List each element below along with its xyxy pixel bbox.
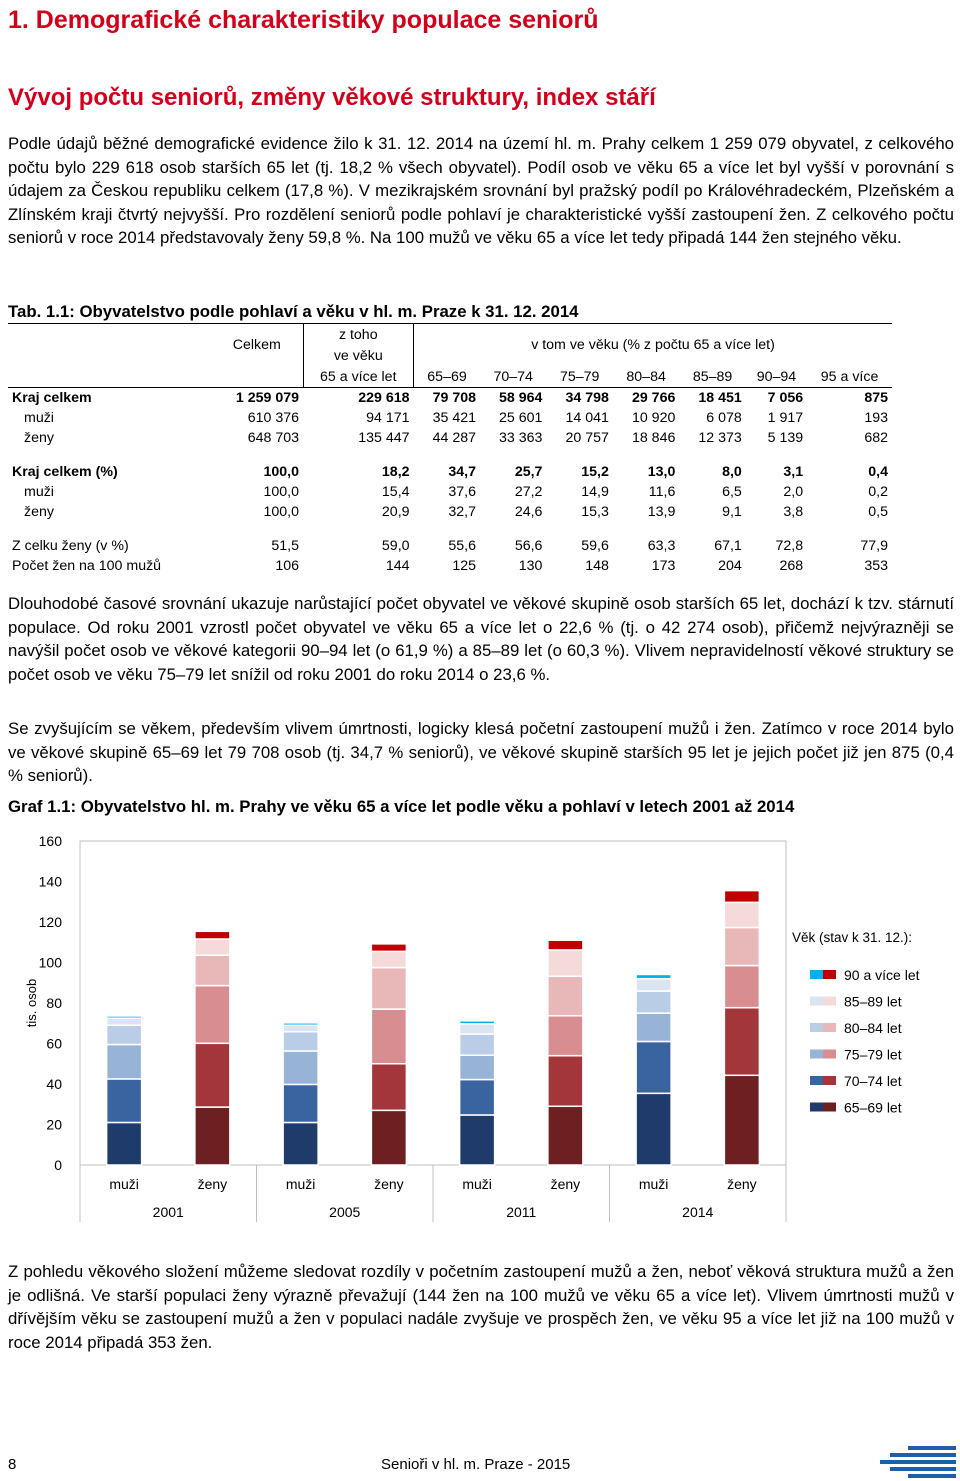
table-cell: 32,7	[448, 504, 476, 520]
y-tick-label: 80	[46, 995, 62, 1011]
bar-segment	[283, 1025, 318, 1031]
year-label: 2014	[682, 1204, 714, 1220]
bar-segment	[371, 944, 406, 951]
bar-segment	[195, 955, 230, 985]
bar-segment	[107, 1045, 142, 1079]
bar-segment	[548, 976, 583, 1015]
row-label: muži	[24, 410, 54, 426]
table-cell: 11,6	[648, 484, 676, 500]
bar-segment	[195, 939, 230, 955]
table-cell: 100,0	[263, 504, 299, 520]
bar-segment	[724, 927, 759, 965]
population-chart	[0, 820, 960, 1230]
table-cell: 204	[718, 558, 742, 574]
header-age-4: 85–89	[679, 366, 745, 388]
bar-segment	[636, 1013, 671, 1041]
table-row	[8, 408, 892, 428]
table-cell: 56,6	[514, 538, 543, 554]
table-cell: 1 917	[767, 410, 804, 426]
bar-segment	[283, 1051, 318, 1084]
table-caption: Tab. 1.1: Obyvatelstvo podle pohlaví a věku v hl. m. Praze k 31. 12. 2014	[8, 302, 579, 321]
table-cell: 229 618	[358, 390, 410, 406]
legend-entry: 75–79 let	[844, 1046, 902, 1063]
x-tick-label: ženy	[197, 1176, 228, 1192]
year-label: 2001	[152, 1204, 184, 1220]
table-cell: 0,2	[868, 484, 888, 500]
x-tick-label: ženy	[550, 1176, 581, 1192]
page-number: 8	[8, 1456, 17, 1473]
bar-segment	[636, 1041, 671, 1093]
legend-swatch	[810, 997, 823, 1006]
table-cell: 33 363	[499, 430, 543, 446]
header-ztoho-1: z toho	[303, 324, 414, 346]
bar-segment	[371, 951, 406, 967]
table-row	[8, 502, 892, 522]
y-tick-label: 140	[38, 873, 62, 890]
chapter-title: 1. Demografické charakteristiky populace seniorů	[8, 6, 599, 34]
plot-area	[80, 841, 786, 1165]
table-cell: 193	[864, 410, 888, 426]
table-cell: 148	[585, 558, 609, 574]
x-tick-label: muži	[109, 1176, 139, 1192]
table-cell: 77,9	[860, 538, 888, 554]
bar-segment	[460, 1024, 495, 1034]
legend-swatch	[823, 970, 836, 979]
table-cell: 6,5	[722, 484, 742, 500]
bar-segment	[283, 1023, 318, 1025]
chart-caption: Graf 1.1: Obyvatelstvo hl. m. Prahy ve věku 65 a více let podle věku a pohlaví v letech 2001 až 2014	[8, 797, 795, 816]
table-cell: 63,3	[647, 538, 676, 554]
table-cell: 25,7	[514, 464, 543, 480]
table-cell: 79 708	[432, 390, 476, 406]
legend-swatch	[810, 1103, 823, 1112]
header-vtom: v tom ve věku (% z počtu 65 a více let)	[414, 324, 892, 367]
bar-segment	[195, 1107, 230, 1165]
bar-segment	[548, 1016, 583, 1056]
year-label: 2011	[506, 1204, 537, 1220]
bar-segment	[460, 1080, 495, 1115]
bar-segment	[460, 1055, 495, 1079]
legend-swatch	[810, 1050, 823, 1059]
row-label: muži	[24, 484, 54, 500]
y-tick-label: 0	[54, 1157, 62, 1173]
table-cell: 51,5	[271, 538, 299, 554]
header-age-1: 70–74	[480, 366, 546, 388]
table-cell: 72,8	[775, 538, 804, 554]
legend-swatch	[823, 997, 836, 1006]
bar-segment	[460, 1021, 495, 1024]
legend-entry: 70–74 let	[844, 1073, 902, 1089]
table-cell: 20 757	[565, 430, 609, 446]
table-cell: 24,6	[514, 504, 543, 520]
table-cell: 55,6	[448, 538, 476, 554]
table-cell: 34 798	[565, 390, 609, 406]
header-age-3: 80–84	[613, 366, 679, 388]
table-cell: 0,4	[868, 464, 888, 480]
table-cell: 25 601	[499, 410, 543, 426]
population-table	[8, 323, 892, 576]
header-ztoho-3: 65 a více let	[303, 366, 414, 388]
row-label: Kraj celkem	[12, 390, 92, 406]
prague-logo-icon	[880, 1446, 956, 1480]
bar-segment	[283, 1084, 318, 1122]
x-tick-label: muži	[638, 1176, 669, 1192]
legend-entry: 85–89 let	[844, 993, 902, 1010]
legend-swatch	[823, 1050, 836, 1059]
bar-segment	[107, 1079, 142, 1123]
bar-segment	[636, 979, 671, 991]
year-label: 2005	[329, 1204, 361, 1220]
table-cell: 353	[864, 558, 888, 574]
table-cell: 173	[651, 558, 676, 574]
y-tick-label: 20	[46, 1116, 62, 1133]
table-cell: 100,0	[263, 484, 299, 500]
table-cell: 18 451	[698, 390, 742, 406]
header-celkem: Celkem	[211, 324, 303, 367]
header-age-2: 75–79	[546, 366, 612, 388]
table-row	[8, 556, 892, 576]
table-cell: 106	[275, 558, 299, 574]
table-cell: 268	[779, 558, 804, 574]
table-cell: 59,0	[381, 538, 410, 554]
table-cell: 27,2	[514, 484, 543, 500]
bar-segment	[371, 1064, 406, 1111]
table-cell: 59,6	[581, 538, 609, 554]
bar-segment	[371, 1110, 406, 1165]
table-cell: 15,4	[381, 484, 410, 500]
table-cell: 67,1	[714, 538, 742, 554]
bar-segment	[107, 1018, 142, 1025]
paragraph-trend: Dlouhodobé časové srovnání ukazuje narůstající počet obyvatel ve věkové skupině osob starších 65 let, dochází k tzv. stárnutí populace. Od roku 2001 vzrostl počet obyvatel ve věku 65 a více let o 22,6 % (tj. o 42 274 osob), přičemž nejvýrazněji se navýšil počet osob ve věkové kategorii 90–94 let (o 61,9 %) a 85–89 let (o 60,3 %). Vlivem nepravidelností věkové struktury se počet osob ve věku 75–79 let snížil od roku 2001 do roku 2014 o 23,6 %.	[8, 594, 954, 684]
table-cell: 37,6	[448, 484, 476, 500]
table-cell: 1 259 079	[235, 390, 299, 406]
row-label: Počet žen na 100 mužů	[12, 558, 162, 574]
bar-segment	[283, 1032, 318, 1051]
header-age-6: 95 a více	[807, 366, 892, 388]
table-cell: 44 287	[432, 430, 476, 446]
legend-swatch	[823, 1103, 836, 1112]
bar-segment	[724, 966, 759, 1008]
table-cell: 13,9	[647, 504, 676, 520]
table-cell: 8,0	[722, 464, 742, 480]
table-cell: 15,3	[581, 504, 609, 520]
legend-entry: 80–84 let	[844, 1020, 902, 1036]
bar-segment	[195, 931, 230, 939]
bar-segment	[460, 1115, 495, 1165]
section-title: Vývoj počtu seniorů, změny věkové struktury, index stáří	[8, 84, 656, 111]
legend-swatch	[810, 1076, 823, 1085]
table-cell: 135 447	[358, 430, 410, 446]
paragraph-mortality: Se zvyšujícím se věkem, především vlivem úmrtnosti, logicky klesá početní zastoupení mužů i žen. Zatímco v roce 2014 bylo ve věkové skupině 65–69 let 79 708 osob (tj. 34,7 % seniorů), ve věkové skupině starších 95 let je jejich počet již jen 875 (0,4 % seniorů).	[8, 719, 954, 785]
table-cell: 130	[518, 558, 543, 574]
table-cell: 5 139	[767, 430, 804, 446]
table-cell: 648 703	[247, 430, 299, 446]
table-cell: 18 846	[631, 430, 676, 446]
y-tick-label: 160	[38, 833, 62, 849]
table-cell: 144	[385, 558, 410, 574]
bar-segment	[107, 1025, 142, 1044]
row-label: Kraj celkem (%)	[12, 464, 118, 480]
y-tick-label: 60	[46, 1035, 62, 1052]
legend-swatch	[810, 970, 823, 979]
table-row	[8, 536, 892, 556]
y-tick-label: 40	[46, 1076, 62, 1092]
y-tick-label: 100	[38, 954, 62, 971]
publication-name: Senioři v hl. m. Praze - 2015	[381, 1456, 571, 1473]
bar-segment	[548, 940, 583, 950]
legend-swatch	[823, 1076, 836, 1085]
table-cell: 9,1	[722, 504, 742, 520]
bar-segment	[548, 1106, 583, 1165]
y-tick-label: 120	[38, 914, 62, 930]
bar-segment	[283, 1122, 318, 1165]
x-tick-label: ženy	[727, 1176, 757, 1192]
table-cell: 94 171	[366, 410, 410, 426]
bar-segment	[195, 986, 230, 1044]
bar-segment	[195, 1043, 230, 1107]
table-cell: 0,5	[868, 504, 888, 520]
row-label: ženy	[24, 504, 54, 520]
table-cell: 15,2	[581, 464, 609, 480]
table-cell: 35 421	[432, 410, 476, 426]
paragraph-gender: Z pohledu věkového složení můžeme sledovat rozdíly v početním zastoupení mužů a žen, neboť věková struktura mužů a žen je odlišná. Ve starší populaci ženy výrazně převažují (144 žen na 100 mužů ve věku 65 a více let). Vlivem úmrtnosti mužů v dřívějším věku se zastoupení mužů a žen v populaci nadále zvyšuje ve prospěch žen, ve věku 95 a více let již na 100 mužů v roce 2014 připadá 353 žen.	[8, 1262, 954, 1352]
bar-segment	[107, 1016, 142, 1018]
bar-segment	[724, 902, 759, 927]
legend-entry: 90 a více let	[844, 967, 920, 983]
table-cell: 3,1	[783, 464, 804, 480]
table-cell: 14,9	[581, 484, 609, 500]
table-cell: 2,0	[783, 484, 804, 500]
table-cell: 13,0	[647, 464, 676, 480]
table-cell: 875	[864, 390, 888, 406]
table-cell: 58 964	[499, 390, 543, 406]
table-cell: 29 766	[631, 390, 676, 406]
table-cell: 7 056	[767, 390, 804, 406]
table-row	[8, 482, 892, 502]
bar-segment	[460, 1034, 495, 1055]
legend-entry: 65–69 let	[844, 1099, 902, 1116]
table-cell: 610 376	[247, 410, 299, 426]
table-row	[8, 462, 892, 482]
table-cell: 6 078	[706, 410, 742, 426]
bar-segment	[636, 974, 671, 978]
bar-segment	[724, 1008, 759, 1076]
bar-segment	[724, 1075, 759, 1165]
header-ztoho-2: ve věku	[303, 345, 414, 366]
table-cell: 682	[864, 430, 888, 446]
table-cell: 10 920	[631, 410, 676, 426]
bar-segment	[371, 1009, 406, 1064]
header-age-0: 65–69	[414, 366, 480, 388]
legend-swatch	[810, 1023, 823, 1032]
table-cell: 100,0	[263, 464, 299, 480]
legend-swatch	[823, 1023, 836, 1032]
bar-segment	[107, 1122, 142, 1165]
table-row	[8, 388, 892, 409]
x-tick-label: ženy	[374, 1176, 404, 1192]
bar-segment	[636, 1093, 671, 1165]
bar-segment	[548, 950, 583, 976]
table-cell: 18,2	[381, 464, 410, 480]
row-label: ženy	[24, 430, 54, 446]
table-cell: 14 041	[565, 410, 609, 426]
x-tick-label: muži	[462, 1176, 492, 1192]
header-age-5: 90–94	[746, 366, 807, 388]
table-cell: 125	[452, 558, 476, 574]
bar-segment	[548, 1056, 583, 1107]
y-axis-label: tis. osob	[24, 978, 39, 1028]
table-cell: 12 373	[698, 430, 742, 446]
table-cell: 20,9	[381, 504, 410, 520]
bar-segment	[636, 991, 671, 1013]
paragraph-intro: Podle údajů běžné demografické evidence žilo k 31. 12. 2014 na území hl. m. Prahy celkem 1 259 079 obyvatel, z celkového počtu bylo 229 618 osob starších 65 let (tj. 18,2 % všech obyvatel). Podíl osob ve věku 65 a více let byl vyšší v porovnání s údajem za Českou republiku celkem (17,8 %). V mezikrajském srovnání byl pražský podíl po Královéhradeckém, Plzeňském a Zlínském kraji čtvrtý nejvyšší. Pro rozdělení seniorů podle pohlaví je charakteristické vyšší zastoupení žen. Z celkového počtu seniorů v roce 2014 představovaly ženy 59,8 %. Na 100 mužů ve věku 65 a více let tedy připadá 144 žen stejného věku.	[8, 134, 954, 247]
legend-title: Věk (stav k 31. 12.):	[792, 930, 913, 945]
x-tick-label: muži	[285, 1176, 316, 1192]
bar-segment	[371, 968, 406, 1010]
bar-segment	[724, 891, 759, 903]
table-cell: 34,7	[448, 464, 476, 480]
table-row	[8, 428, 892, 448]
row-label: Z celku ženy (v %)	[12, 538, 129, 554]
table-cell: 3,8	[783, 504, 804, 520]
